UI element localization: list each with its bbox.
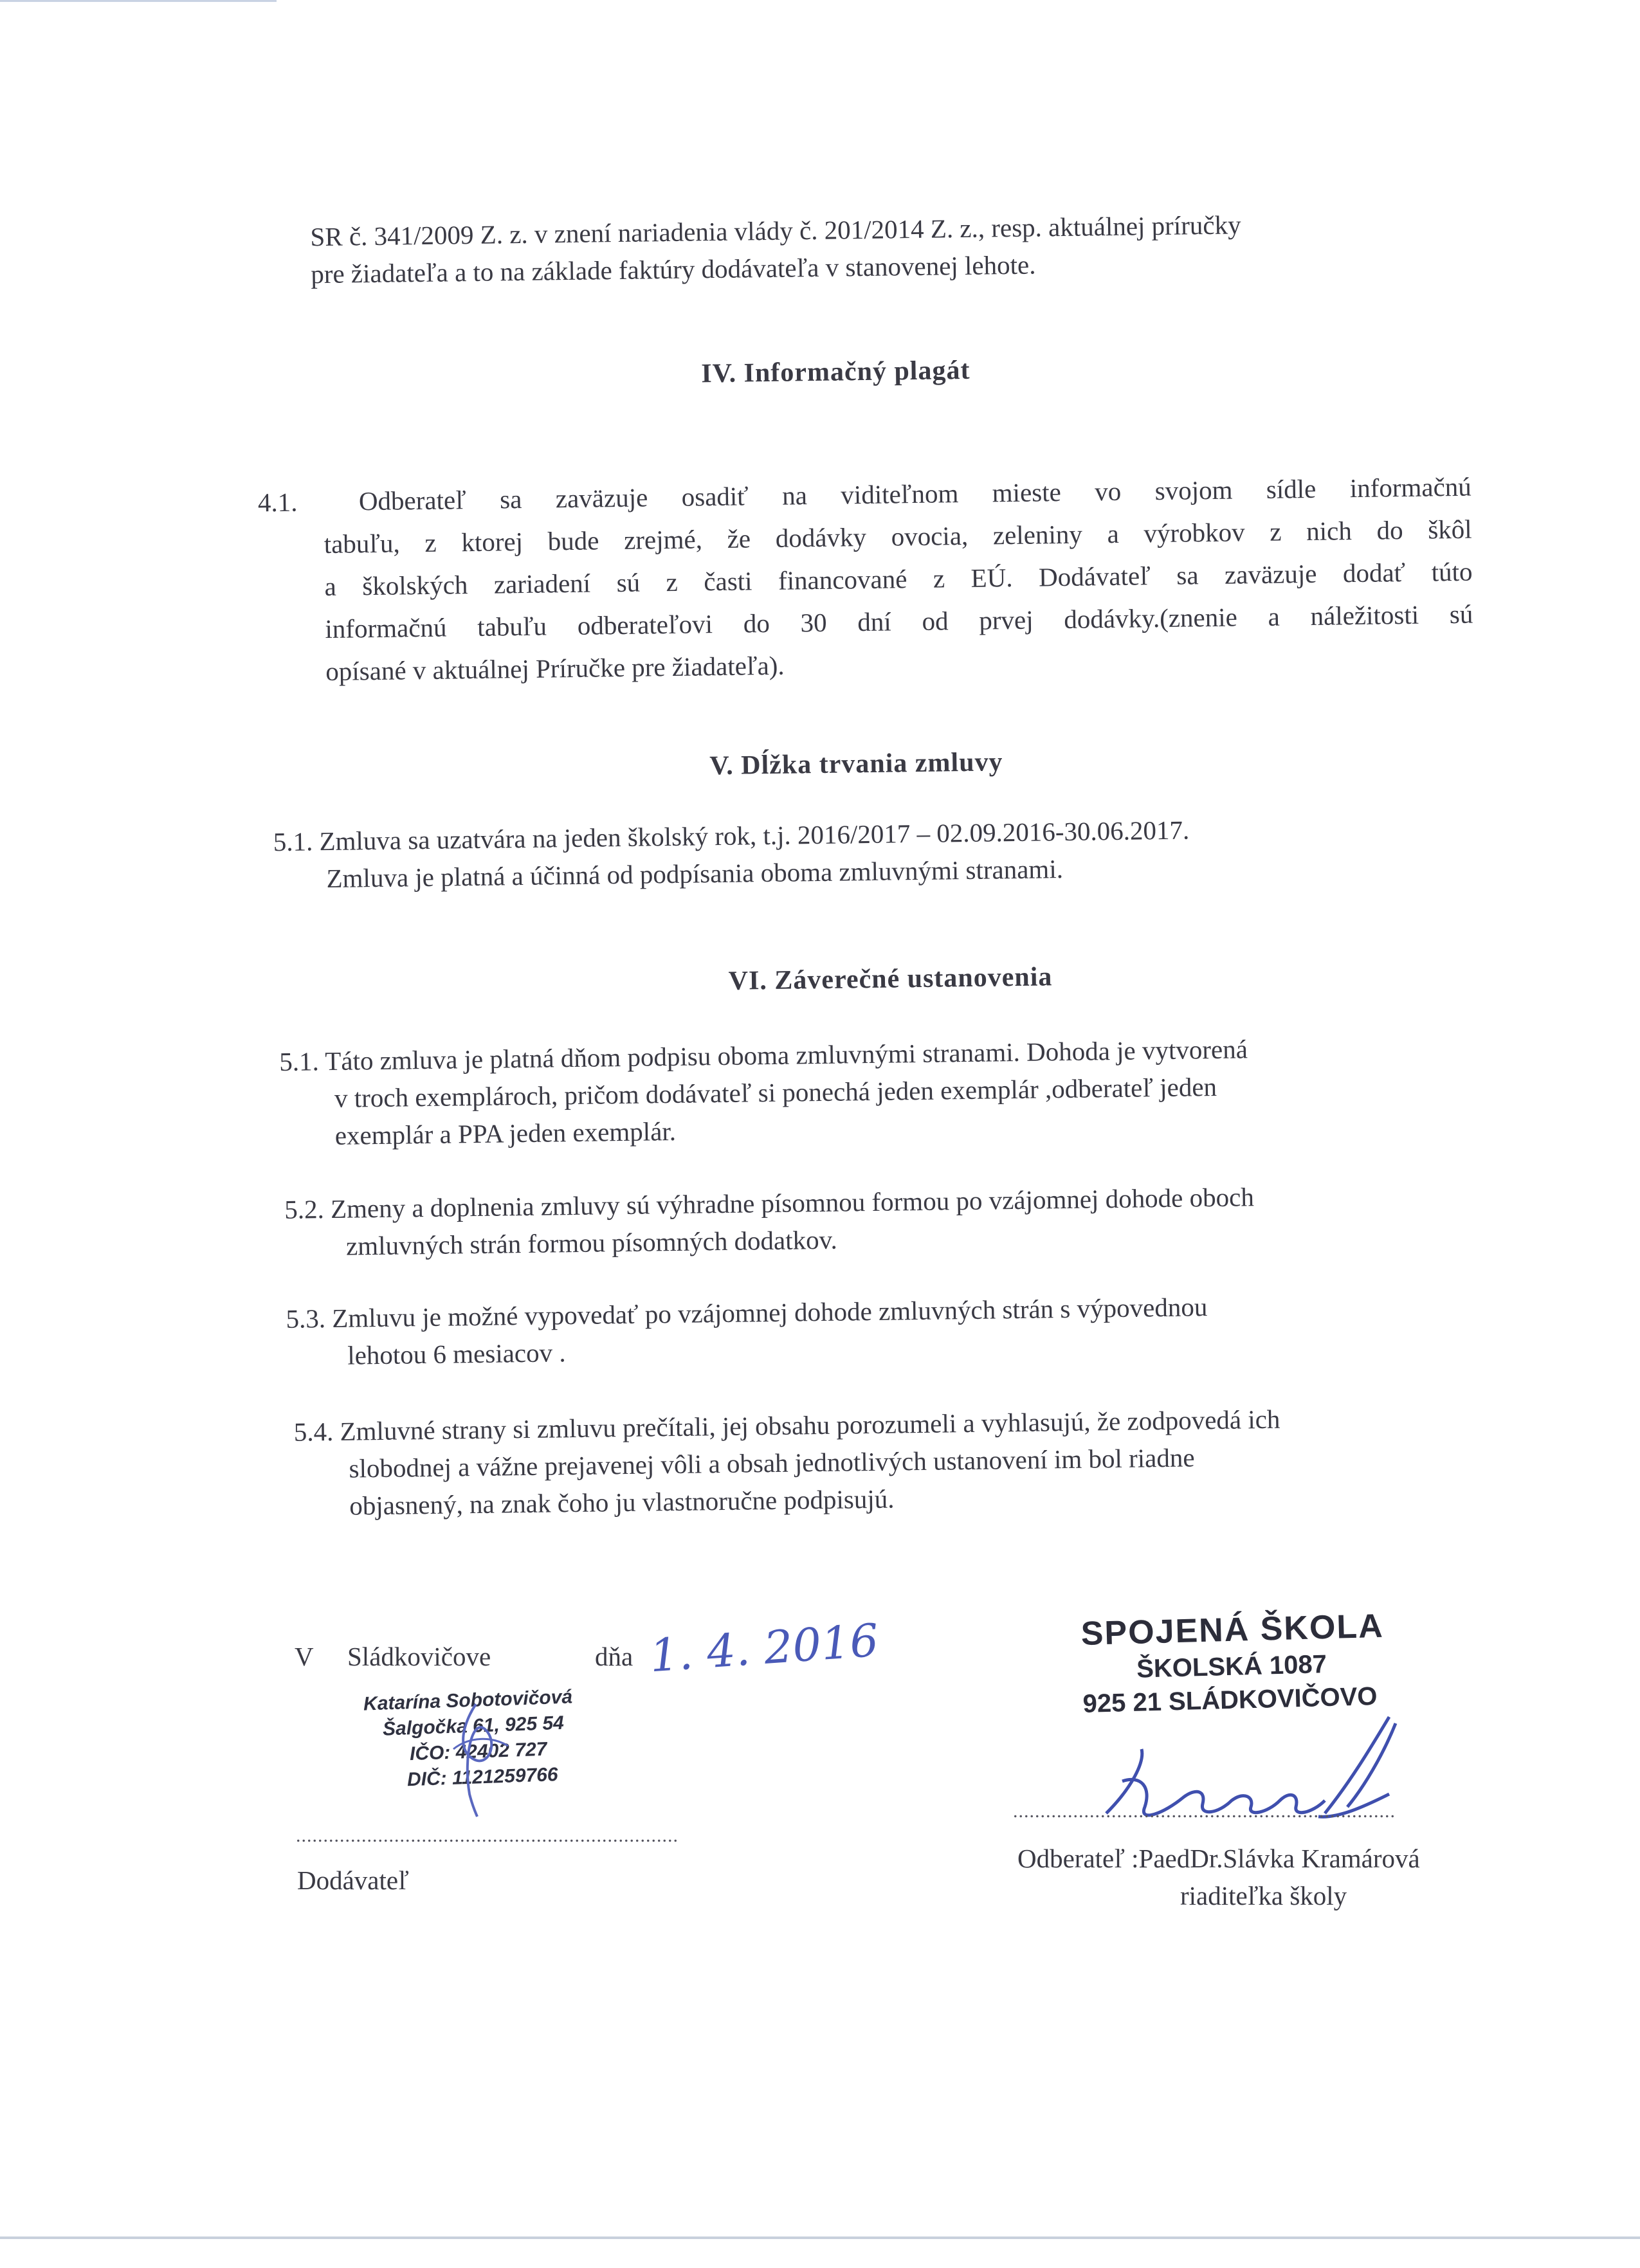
scan-edge-bottom bbox=[0, 2236, 1640, 2239]
section-4-line-4: informačnú tabuľu odberateľovi do 30 dní od prvej dodávky.(znenie a náležitosti sú bbox=[325, 599, 1473, 644]
section-6-p1-line-1: 5.1. Táto zmluva je platná dňom podpisu oboma zmluvnými stranami. Dohoda je vytvorená bbox=[278, 1034, 1248, 1076]
supplier-stamp-dic: DIČ: 1121259766 bbox=[406, 1764, 559, 1791]
supplier-signature-line: ...................................................................... bbox=[296, 1825, 679, 1846]
section-6-p1-line-3: exemplár a PPA jeden exemplár. bbox=[334, 1116, 677, 1150]
section-5-line-2: Zmluva je platná a účinná od podpísania oboma zmluvnými stranami. bbox=[326, 854, 1064, 894]
place-name: Sládkovičove bbox=[347, 1642, 491, 1671]
supplier-stamp-ico: IČO: 42402 727 bbox=[409, 1738, 547, 1765]
buyer-stamp bbox=[1080, 1606, 1386, 1721]
place-prefix: V bbox=[295, 1642, 314, 1671]
section-6-p3-line-1: 5.3. Zmluvu je možné vypovedať po vzájomnej dohode zmluvných strán s výpovednou bbox=[286, 1292, 1208, 1334]
section-5-line-1: 5.1. Zmluva sa uzatvára na jeden školský rok, t.j. 2016/2017 – 02.09.2016-30.06.2017. bbox=[273, 815, 1190, 857]
buyer-stamp-line-2: ŠKOLSKÁ 1087 bbox=[1136, 1650, 1327, 1683]
section-6-p4-line-3: objasnený, na znak čoho ju vlastnoručne podpisujú. bbox=[349, 1483, 895, 1521]
supplier-stamp-address: Šalgočka 61, 925 54 bbox=[382, 1712, 565, 1740]
date-prefix: dňa bbox=[595, 1642, 633, 1671]
intro-line-1: SR č. 341/2009 Z. z. v znení nariadenia vlády č. 201/2014 Z. z., resp. aktuálnej príručky bbox=[310, 210, 1241, 252]
section-4-line-5: opísané v aktuálnej Príručke pre žiadateľa). bbox=[325, 650, 785, 687]
buyer-signature-line: ...................................................................... bbox=[1013, 1801, 1396, 1822]
section-4-line-3: a školských zariadení sú z časti financované z EÚ. Dodávateľ sa zaväzuje dodať túto bbox=[324, 556, 1473, 602]
section-6-p2-line-1: 5.2. Zmeny a doplnenia zmluvy sú výhradne písomnou formou po vzájomnej dohode oboch bbox=[284, 1182, 1255, 1224]
buyer-label: Odberateľ :PaedDr.Slávka Kramárová bbox=[1017, 1844, 1420, 1873]
buyer-stamp-line-3: 925 21 SLÁDKOVIČOVO bbox=[1082, 1682, 1378, 1718]
section-6-p4-line-1: 5.4. Zmluvné strany si zmluvu prečítali, jej obsahu porozumeli a vyhlasujú, že zodpovedá ich bbox=[293, 1404, 1280, 1447]
section-6-p1-line-2: v troch exemplároch, pričom dodávateľ si ponechá jeden exemplár ,odberateľ jeden bbox=[334, 1071, 1217, 1113]
section-6-p2-line-2: zmluvných strán formou písomných dodatkov. bbox=[345, 1224, 837, 1261]
supplier-signature-icon bbox=[437, 1698, 521, 1820]
section-6-heading: VI. Záverečné ustanovenia bbox=[728, 962, 1053, 996]
intro-line-2: pre žiadateľa a to na základe faktúry dodávateľa v stanovenej lehote. bbox=[310, 249, 1036, 289]
section-4-heading: IV. Informačný plagát bbox=[701, 355, 970, 389]
supplier-label: Dodávateľ bbox=[297, 1865, 409, 1895]
section-6-p3-line-2: lehotou 6 mesiacov . bbox=[347, 1338, 566, 1370]
scan-edge-top bbox=[0, 0, 277, 2]
buyer-stamp-line-1: SPOJENÁ ŠKOLA bbox=[1080, 1607, 1385, 1653]
date-handwritten: 1. 4. 2016 bbox=[648, 1613, 880, 1683]
buyer-role: riaditeľka školy bbox=[1180, 1881, 1347, 1910]
section-6-p4-line-2: slobodnej a vážne prejavenej vôli a obsah jednotlivých ustanovení im bol riadne bbox=[349, 1442, 1195, 1483]
section-4-line-2: tabuľu, z ktorej bude zrejmé, že dodávky ovocia, zeleniny a výrobkov z nich do škôl bbox=[323, 514, 1472, 559]
supplier-stamp-name: Katarína Sobotovičová bbox=[363, 1686, 573, 1715]
section-5-heading: V. Dĺžka trvania zmluvy bbox=[709, 747, 1003, 781]
section-4-number: 4.1. bbox=[257, 487, 298, 518]
section-4-line-1: Odberateľ sa zaväzuje osadiť na viditeľnom mieste vo svojom sídle informačnú bbox=[358, 471, 1472, 516]
